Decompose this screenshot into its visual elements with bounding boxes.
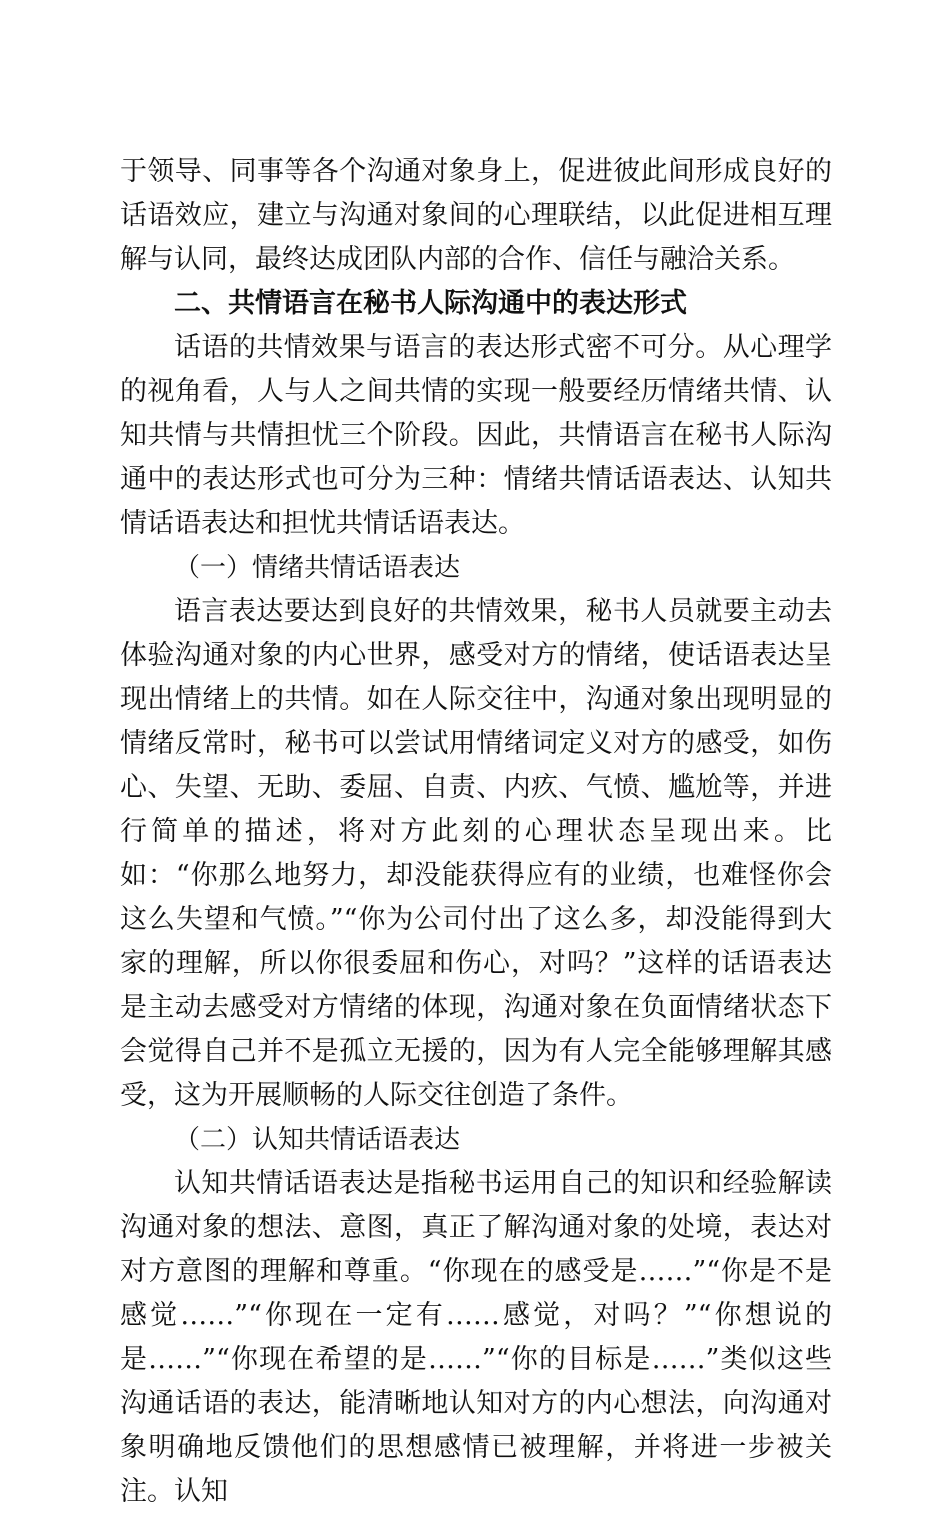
- paragraph-cognitive-empathy: 认知共情话语表达是指秘书运用自己的知识和经验解读沟通对象的想法、意图，真正了解沟通对象的处境，表达对对方意图的理解和尊重。“你现在的感受是……”“你是不是感觉……”“你现在一定有……感觉，对吗？”“你想说的是……”“你现在希望的是……”“你的目标是……”类似这些沟通话语的表达，能清晰地认知对方的内心想法，向沟通对象明确地反馈他们的思想感情已被理解，并将进一步被关注。认知: [120, 1168, 832, 1507]
- paragraph-intro: 话语的共情效果与语言的表达形式密不可分。从心理学的视角看，人与人之间共情的实现一般要经历情绪共情、认知共情与共情担忧三个阶段。因此，共情语言在秘书人际沟通中的表达形式也可分为三种：情绪共情话语表达、认知共情话语表达和担忧共情话语表达。: [120, 332, 832, 539]
- subsection-heading-cognitive: （二）认知共情话语表达: [174, 1125, 461, 1155]
- document-body: [120, 150, 832, 1514]
- subsection-heading-emotional: （一）情绪共情话语表达: [174, 553, 461, 583]
- paragraph-continued: 于领导、同事等各个沟通对象身上，促进彼此间形成良好的话语效应，建立与沟通对象间的心理联结，以此促进相互理解与认同，最终达成团队内部的合作、信任与融洽关系。: [120, 156, 832, 275]
- paragraph-emotional-empathy: 语言表达要达到良好的共情效果，秘书人员就要主动去体验沟通对象的内心世界，感受对方的情绪，使话语表达呈现出情绪上的共情。如在人际交往中，沟通对象出现明显的情绪反常时，秘书可以尝试用情绪词定义对方的感受，如伤心、失望、无助、委屈、自责、内疚、气愤、尴尬等，并进行简单的描述，将对方此刻的心理状态呈现出来。比如：“你那么地努力，却没能获得应有的业绩，也难怪你会这么失望和气愤。”“你为公司付出了这么多，却没能得到大家的理解，所以你很委屈和伤心，对吗？”这样的话语表达是主动去感受对方情绪的体现，沟通对象在负面情绪状态下会觉得自己并不是孤立无援的，因为有人完全能够理解其感受，这为开展顺畅的人际交往创造了条件。: [120, 596, 832, 1111]
- section-heading: 二、共情语言在秘书人际沟通中的表达形式: [174, 288, 687, 319]
